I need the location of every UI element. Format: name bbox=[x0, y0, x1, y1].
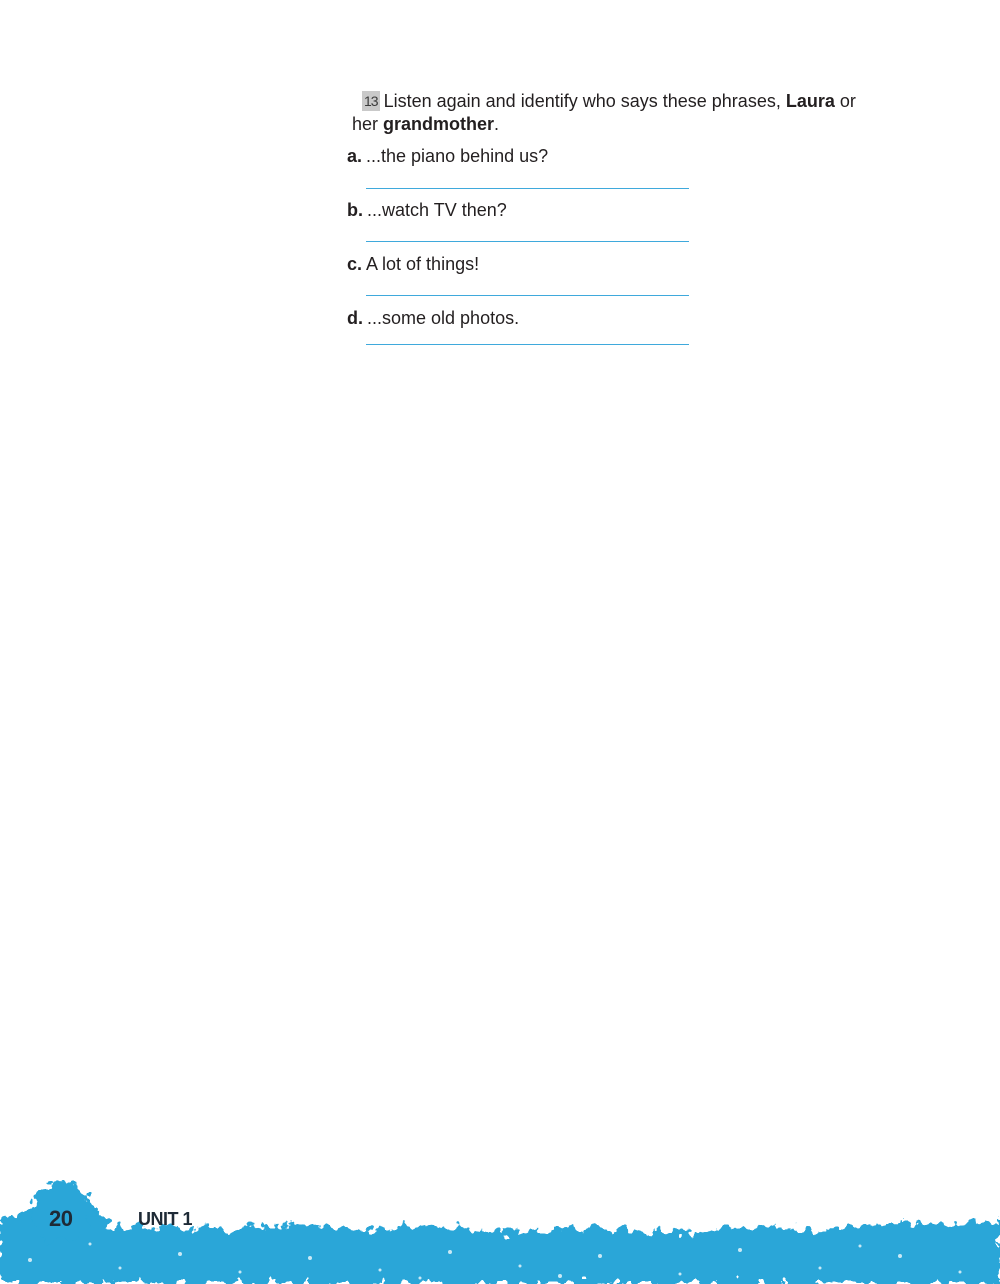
list-item bbox=[347, 145, 548, 167]
footer-splash-decoration bbox=[0, 1180, 1000, 1284]
item-text: ...the piano behind us? bbox=[366, 146, 549, 166]
list-item bbox=[347, 199, 507, 221]
instruction-text-3: . bbox=[494, 114, 500, 134]
instruction-text-2: or her bbox=[352, 91, 856, 134]
item-text: A lot of things! bbox=[366, 254, 480, 274]
list-item bbox=[347, 307, 519, 329]
item-letter: d. bbox=[347, 308, 363, 328]
answer-line-b[interactable] bbox=[366, 241, 689, 242]
instruction-text-1: Listen again and identify who says these phrases, bbox=[383, 91, 786, 111]
item-letter: c. bbox=[347, 254, 363, 274]
answer-line-c[interactable] bbox=[366, 295, 689, 296]
splash-band bbox=[0, 1182, 1000, 1284]
item-letter: b. bbox=[347, 200, 363, 220]
item-letter: a. bbox=[347, 146, 363, 166]
page-number: 20 bbox=[49, 1206, 73, 1231]
instruction-bold-laura: Laura bbox=[785, 91, 835, 111]
unit-label: UNIT 1 bbox=[138, 1209, 193, 1229]
item-text: ...some old photos. bbox=[367, 308, 520, 328]
list-item bbox=[347, 253, 479, 275]
answer-line-a[interactable] bbox=[366, 188, 689, 189]
instruction-bold-grandmother: grandmother bbox=[383, 114, 495, 134]
audio-track-icon[interactable]: 13 bbox=[364, 93, 378, 109]
exercise-instruction bbox=[352, 90, 882, 136]
answer-line-d[interactable] bbox=[366, 344, 689, 345]
item-text: ...watch TV then? bbox=[367, 200, 507, 220]
